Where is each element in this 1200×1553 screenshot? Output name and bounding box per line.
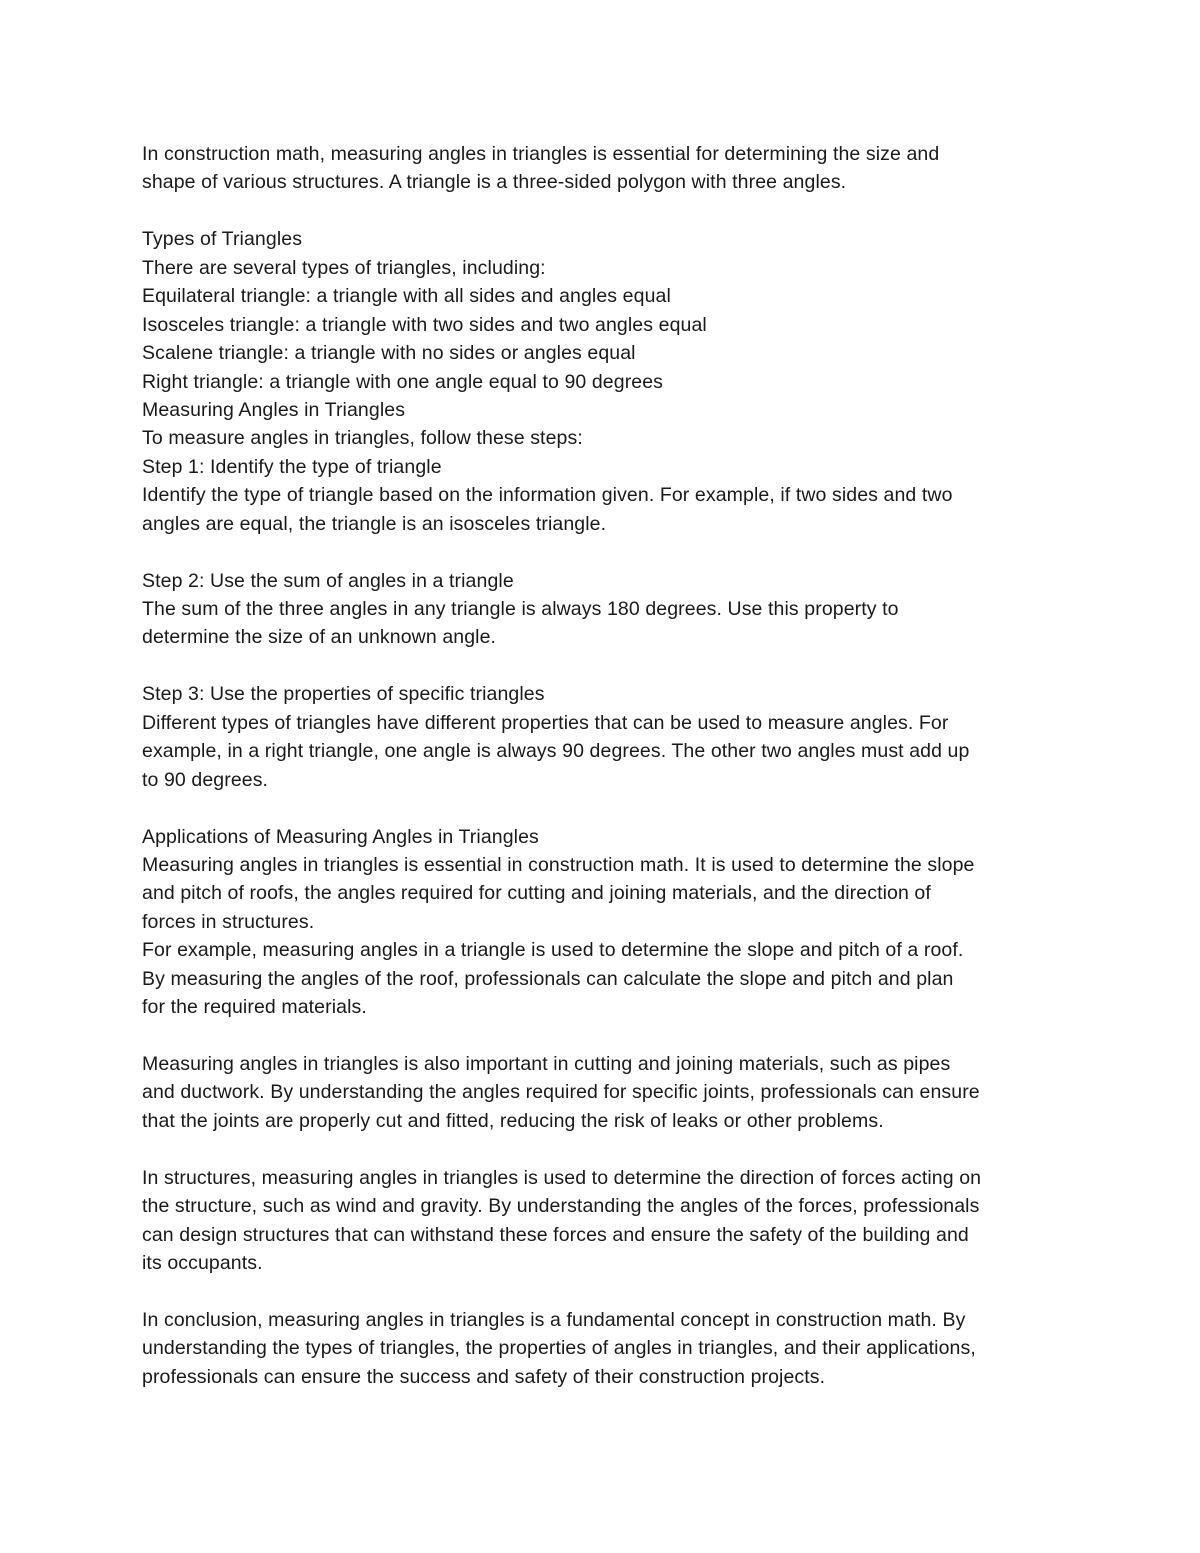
conclusion-paragraph (142, 1306, 1072, 1391)
text-line: Different types of triangles have different properties that can be used to measure angles. For (142, 711, 949, 734)
list-item: Isosceles triangle: a triangle with two sides and two angles equal (142, 313, 707, 336)
step2-paragraph (142, 595, 1072, 652)
text-line: understanding the types of triangles, the properties of angles in triangles, and their applications, (142, 1337, 976, 1360)
applications-paragraph (142, 851, 1072, 936)
text-line: determine the size of an unknown angle. (142, 626, 497, 649)
text-line: In construction math, measuring angles in triangles is essential for determining the size and (142, 143, 940, 165)
text-line: and ductwork. By understanding the angles required for specific joints, professionals can ensure (142, 1081, 980, 1104)
text-line: to 90 degrees. (142, 768, 269, 791)
text-line: Identify the type of triangle based on the information given. For example, if two sides and two (142, 484, 953, 507)
cutting-paragraph (142, 1050, 1072, 1135)
step3-heading: Step 3: Use the properties of specific triangles (142, 683, 545, 706)
text-line: can design structures that can withstand these forces and ensure the safety of the building and (142, 1223, 969, 1246)
types-heading: Types of Triangles (142, 228, 303, 251)
paragraph-spacer (142, 794, 1072, 822)
paragraph-spacer (142, 1022, 1072, 1050)
text-line: for the required materials. (142, 996, 367, 1019)
text-line: forces in structures. (142, 910, 315, 933)
types-intro: There are several types of triangles, including: (142, 256, 546, 279)
applications-heading: Applications of Measuring Angles in Triangles (142, 825, 539, 848)
step1-paragraph (142, 481, 1072, 538)
step2-heading: Step 2: Use the sum of angles in a triangle (142, 569, 514, 592)
text-line: its occupants. (142, 1252, 263, 1275)
text-line: Measuring angles in triangles is essential in construction math. It is used to determine the slope (142, 853, 975, 876)
step3-paragraph (142, 709, 1072, 794)
paragraph-spacer (142, 1135, 1072, 1163)
intro-paragraph (142, 140, 1072, 197)
text-line: and pitch of roofs, the angles required for cutting and joining materials, and the direction of (142, 882, 931, 905)
paragraph-spacer (142, 1278, 1072, 1306)
measuring-intro: To measure angles in triangles, follow these steps: (142, 427, 583, 450)
text-line: example, in a right triangle, one angle is always 90 degrees. The other two angles must add up (142, 740, 970, 763)
measuring-heading: Measuring Angles in Triangles (142, 398, 406, 421)
text-line: In structures, measuring angles in triangles is used to determine the direction of forces acting on (142, 1166, 982, 1189)
text-line: Measuring angles in triangles is also important in cutting and joining materials, such as pipes (142, 1053, 951, 1075)
paragraph-spacer (142, 538, 1072, 566)
text-line: that the joints are properly cut and fitted, reducing the risk of leaks or other problems. (142, 1109, 884, 1132)
text-line: professionals can ensure the success and safety of their construction projects. (142, 1365, 826, 1388)
list-item: Scalene triangle: a triangle with no sides or angles equal (142, 342, 636, 365)
text-line: shape of various structures. A triangle is a three-sided polygon with three angles. (142, 171, 847, 194)
text-line: the structure, such as wind and gravity. By understanding the angles of the forces, professionals (142, 1195, 980, 1218)
step1-heading: Step 1: Identify the type of triangle (142, 455, 442, 478)
list-item: Right triangle: a triangle with one angle equal to 90 degrees (142, 370, 664, 393)
text-line: The sum of the three angles in any triangle is always 180 degrees. Use this property to (142, 598, 899, 620)
structures-paragraph (142, 1164, 1072, 1278)
text-line: angles are equal, the triangle is an isosceles triangle. (142, 512, 607, 535)
list-item: Equilateral triangle: a triangle with all sides and angles equal (142, 285, 671, 308)
text-line: By measuring the angles of the roof, professionals can calculate the slope and pitch and plan (142, 967, 954, 990)
text-line: In conclusion, measuring angles in triangles is a fundamental concept in construction math. By (142, 1308, 966, 1331)
roof-example-paragraph (142, 936, 1072, 1021)
paragraph-spacer (142, 197, 1072, 225)
triangle-types-list (142, 282, 1072, 396)
text-line: For example, measuring angles in a triangle is used to determine the slope and pitch of a roof. (142, 939, 964, 962)
document-body (142, 140, 1072, 1391)
paragraph-spacer (142, 652, 1072, 680)
